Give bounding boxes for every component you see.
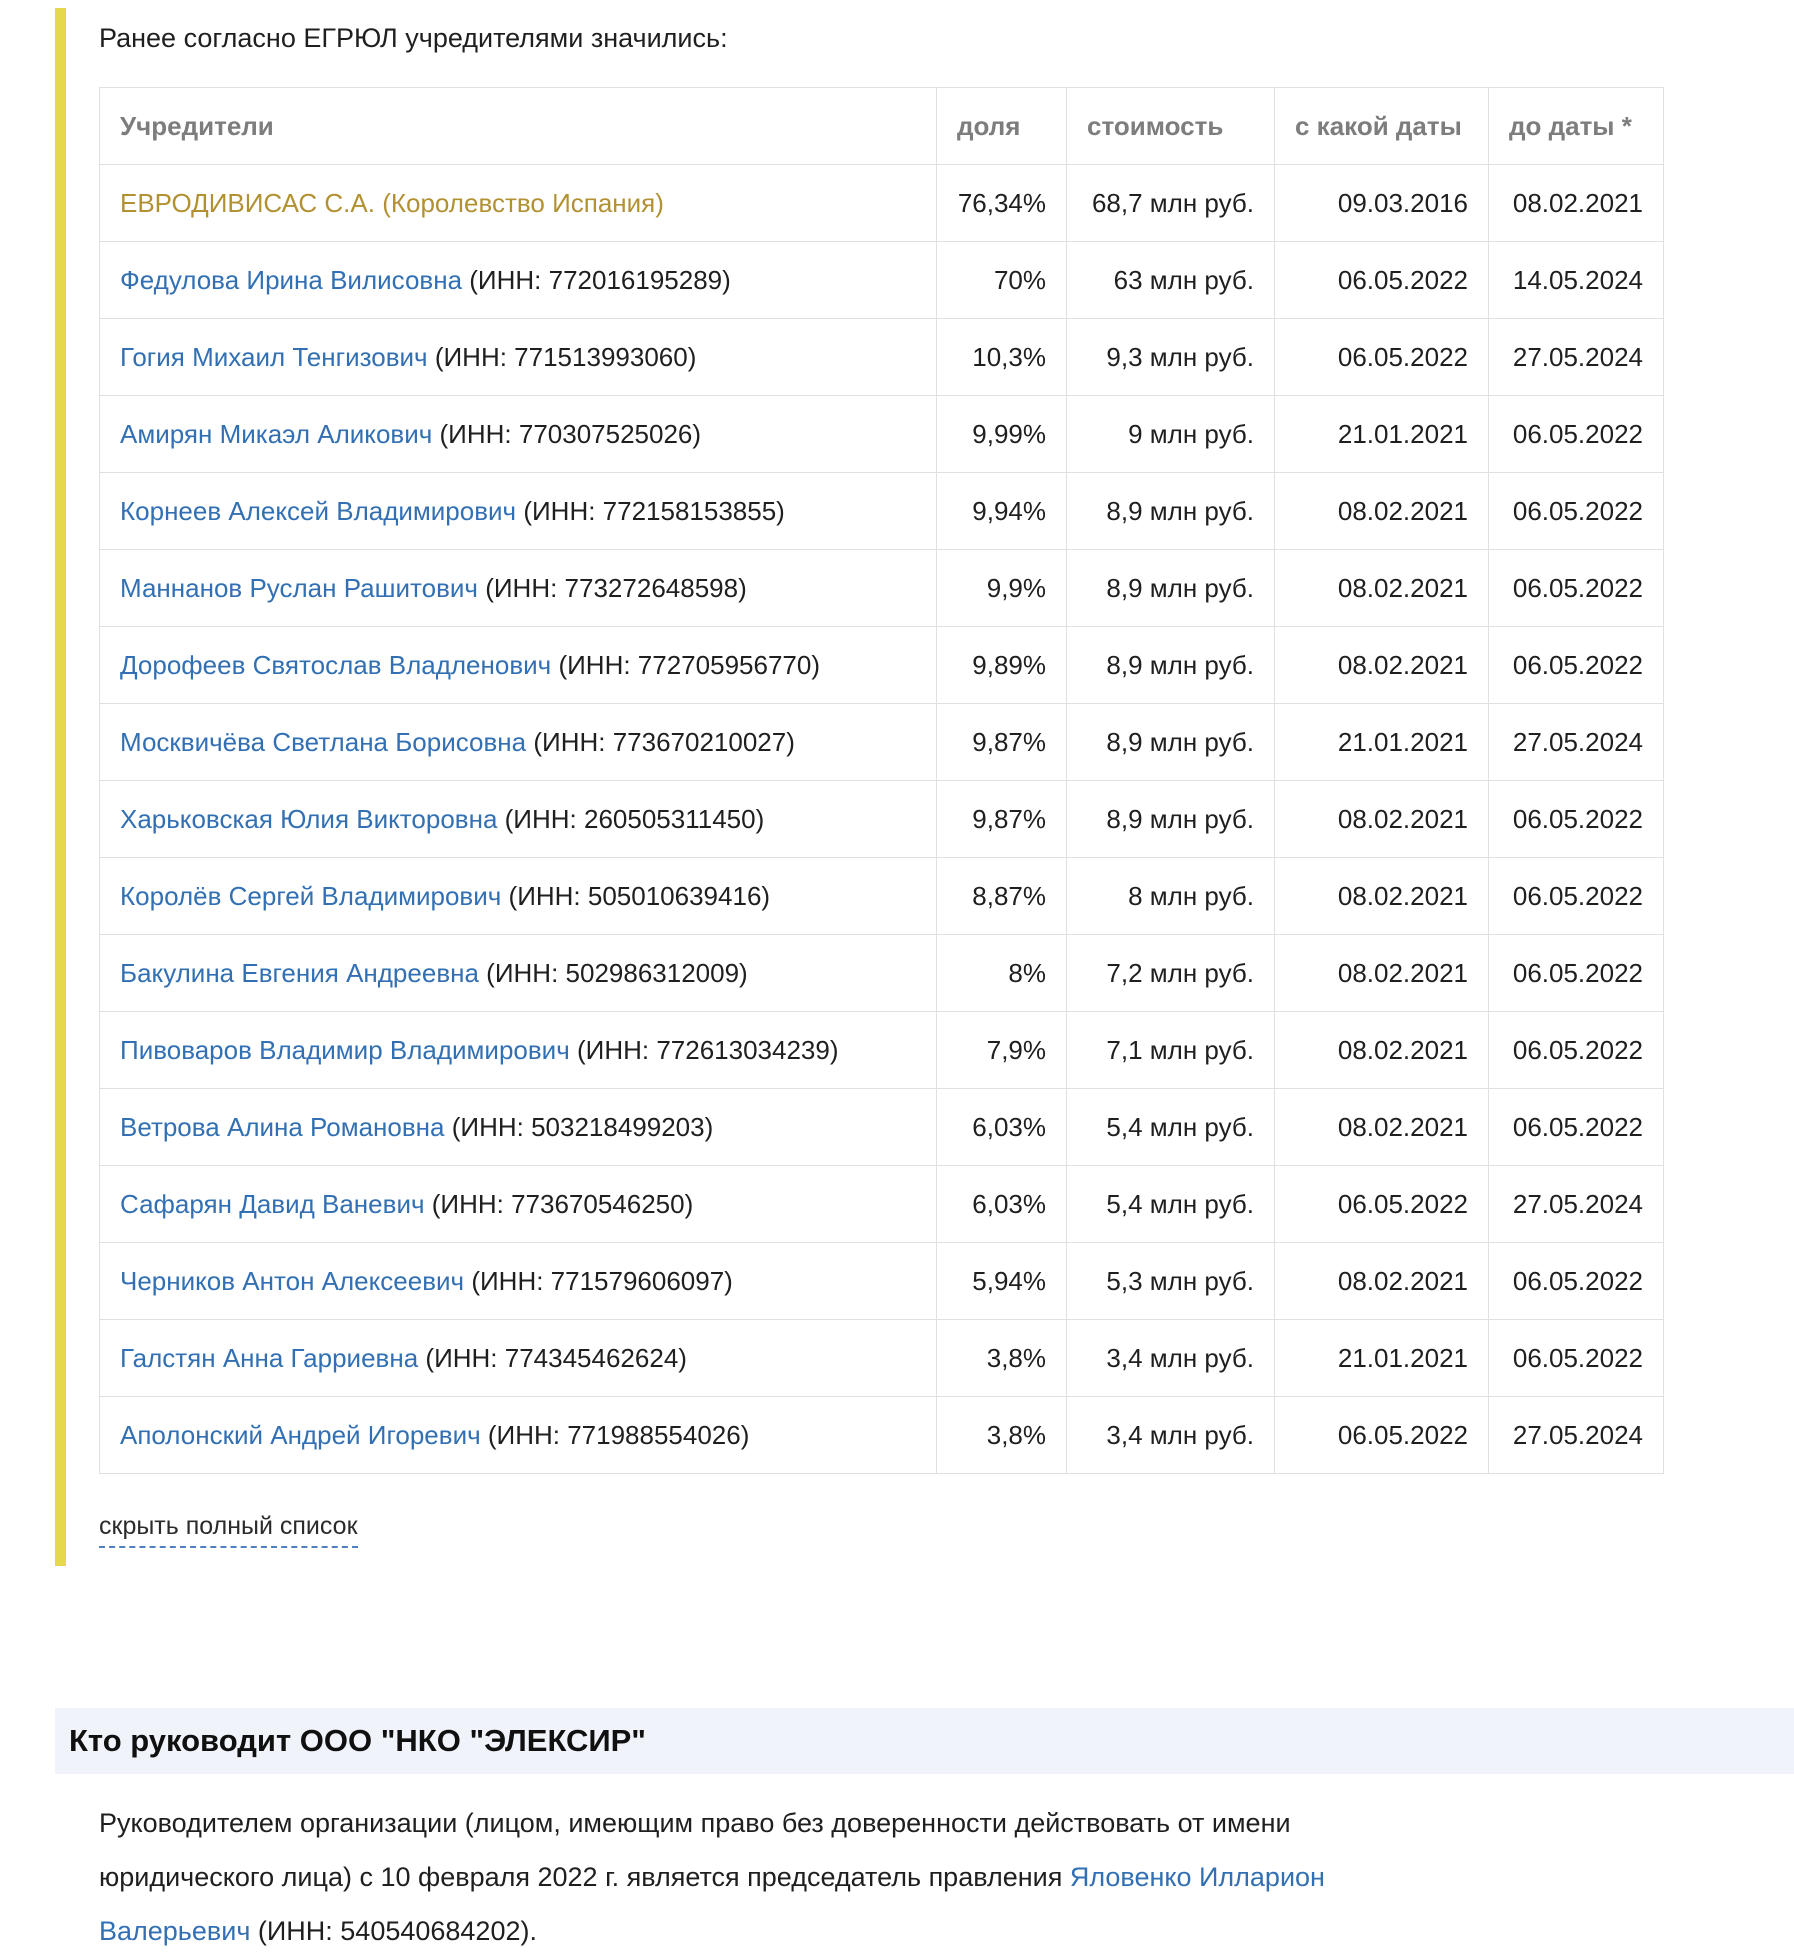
date-to-cell: 06.05.2022 (1489, 1089, 1664, 1166)
share-cell: 3,8% (937, 1397, 1067, 1474)
founder-name-cell (100, 319, 937, 396)
table-row (100, 1397, 1664, 1474)
table-row (100, 165, 1664, 242)
founder-name-cell (100, 781, 937, 858)
founder-link[interactable]: Гогия Михаил Тенгизович (120, 341, 428, 372)
founders-table (99, 87, 1664, 1474)
value-cell: 5,4 млн руб. (1067, 1089, 1275, 1166)
value-cell: 8,9 млн руб. (1067, 473, 1275, 550)
date-from-cell: 08.02.2021 (1275, 1089, 1489, 1166)
date-to-cell: 27.05.2024 (1489, 1166, 1664, 1243)
date-from-cell: 08.02.2021 (1275, 935, 1489, 1012)
date-from-cell: 06.05.2022 (1275, 319, 1489, 396)
founder-name-cell (100, 396, 937, 473)
column-header-share: доля (937, 88, 1067, 165)
value-cell: 9 млн руб. (1067, 396, 1275, 473)
founder-name-cell (100, 935, 937, 1012)
founder-inn: (ИНН: 505010639416) (501, 880, 771, 911)
intro-text: Ранее согласно ЕГРЮЛ учредителями значились: (99, 23, 728, 53)
share-cell: 8% (937, 935, 1067, 1012)
founder-inn: (ИНН: 503218499203) (444, 1111, 714, 1142)
founder-inn: (ИНН: 771513993060) (427, 341, 697, 372)
date-from-cell: 08.02.2021 (1275, 627, 1489, 704)
date-to-cell: 27.05.2024 (1489, 319, 1664, 396)
share-cell: 76,34% (937, 165, 1067, 242)
founders-section (55, 8, 1664, 1566)
share-cell: 3,8% (937, 1320, 1067, 1397)
founder-link[interactable]: Федулова Ирина Вилисовна (120, 264, 463, 295)
founder-link[interactable]: Королёв Сергей Владимирович (120, 880, 502, 911)
hide-link-wrap (99, 1512, 1664, 1566)
date-to-cell: 14.05.2024 (1489, 242, 1664, 319)
value-cell: 3,4 млн руб. (1067, 1397, 1275, 1474)
founder-name-cell (100, 1012, 937, 1089)
date-from-cell: 21.01.2021 (1275, 396, 1489, 473)
founder-inn: (ИНН: 774345462624) (418, 1342, 687, 1373)
founder-inn: (ИНН: 772613034239) (569, 1034, 839, 1065)
date-from-cell: 21.01.2021 (1275, 704, 1489, 781)
value-cell: 8,9 млн руб. (1067, 781, 1275, 858)
table-row (100, 704, 1664, 781)
value-cell: 68,7 млн руб. (1067, 165, 1275, 242)
founder-link[interactable]: Ветрова Алина Романовна (120, 1111, 445, 1142)
table-row (100, 550, 1664, 627)
table-row (100, 935, 1664, 1012)
value-cell: 9,3 млн руб. (1067, 319, 1275, 396)
founder-link[interactable]: Бакулина Евгения Андреевна (120, 957, 479, 988)
date-from-cell: 08.02.2021 (1275, 1012, 1489, 1089)
table-row (100, 242, 1664, 319)
founder-name-cell (100, 858, 937, 935)
share-cell: 9,89% (937, 627, 1067, 704)
hide-full-list-link[interactable]: скрыть полный список (99, 1512, 358, 1548)
table-row (100, 1243, 1664, 1320)
date-to-cell: 06.05.2022 (1489, 1320, 1664, 1397)
table-row (100, 473, 1664, 550)
value-cell: 3,4 млн руб. (1067, 1320, 1275, 1397)
table-row (100, 1320, 1664, 1397)
founder-inn: (ИНН: 772158153855) (516, 495, 785, 526)
founder-name-cell (100, 1089, 937, 1166)
date-to-cell: 06.05.2022 (1489, 1012, 1664, 1089)
founder-inn: (ИНН: 260505311450) (497, 803, 765, 834)
share-cell: 9,94% (937, 473, 1067, 550)
table-row (100, 396, 1664, 473)
date-from-cell: 08.02.2021 (1275, 781, 1489, 858)
table-row (100, 781, 1664, 858)
table-row (100, 858, 1664, 935)
founder-link[interactable]: Сафарян Давид Ваневич (120, 1188, 425, 1219)
founder-name-cell (100, 1243, 937, 1320)
date-to-cell: 06.05.2022 (1489, 1243, 1664, 1320)
date-to-cell: 06.05.2022 (1489, 550, 1664, 627)
founder-inn: (ИНН: 773272648598) (477, 572, 747, 603)
date-from-cell: 06.05.2022 (1275, 1397, 1489, 1474)
column-header-date-from: с какой даты (1275, 88, 1489, 165)
founder-link[interactable]: Черников Антон Алексеевич (120, 1265, 465, 1296)
date-from-cell: 06.05.2022 (1275, 242, 1489, 319)
date-to-cell: 06.05.2022 (1489, 627, 1664, 704)
leader-link[interactable]: Яловенко Илларион Валерьевич (99, 1862, 1325, 1946)
founder-name-cell (100, 473, 937, 550)
date-to-cell: 27.05.2024 (1489, 704, 1664, 781)
founder-name-cell (100, 704, 937, 781)
founder-inn: (ИНН: 772016195289) (462, 264, 731, 295)
table-header-row (100, 88, 1664, 165)
founder-name-cell (100, 165, 937, 242)
founder-link[interactable]: ЕВРОДИВИСАС С.А. (Королевство Испания) (120, 187, 664, 218)
date-to-cell: 06.05.2022 (1489, 935, 1664, 1012)
date-to-cell: 06.05.2022 (1489, 858, 1664, 935)
date-to-cell: 06.05.2022 (1489, 473, 1664, 550)
column-header-value: стоимость (1067, 88, 1275, 165)
founder-link[interactable]: Аполонский Андрей Игоревич (120, 1419, 481, 1450)
share-cell: 8,87% (937, 858, 1067, 935)
date-from-cell: 08.02.2021 (1275, 1243, 1489, 1320)
share-cell: 9,87% (937, 704, 1067, 781)
table-row (100, 627, 1664, 704)
leadership-paragraph-before: Руководителем организации (лицом, имеющим право без доверенности действовать от имени юридического лица) с 10 февраля 2022 г. является председатель правления (99, 1808, 1291, 1892)
founder-inn: (ИНН: 773670210027) (526, 726, 795, 757)
share-cell: 9,87% (937, 781, 1067, 858)
founder-link[interactable]: Харьковская Юлия Викторовна (120, 803, 498, 834)
date-to-cell: 06.05.2022 (1489, 781, 1664, 858)
value-cell: 8 млн руб. (1067, 858, 1275, 935)
leadership-paragraph-after: (ИНН: 540540684202). (250, 1916, 537, 1946)
value-cell: 8,9 млн руб. (1067, 704, 1275, 781)
value-cell: 5,3 млн руб. (1067, 1243, 1275, 1320)
founder-name-cell (100, 550, 937, 627)
share-cell: 6,03% (937, 1089, 1067, 1166)
founder-name-cell (100, 1397, 937, 1474)
founder-inn: (ИНН: 773670546250) (424, 1188, 694, 1219)
table-row (100, 1012, 1664, 1089)
leadership-paragraph (99, 1796, 1459, 1958)
founder-name-cell (100, 242, 937, 319)
founder-link[interactable]: Маннанов Руслан Рашитович (120, 572, 478, 603)
founder-inn: (ИНН: 502986312009) (478, 957, 748, 988)
founder-name-cell (100, 627, 937, 704)
founder-link[interactable]: Дорофеев Святослав Владленович (120, 649, 552, 680)
share-cell: 7,9% (937, 1012, 1067, 1089)
date-to-cell: 06.05.2022 (1489, 396, 1664, 473)
founder-inn: (ИНН: 771579606097) (464, 1265, 733, 1296)
date-to-cell: 08.02.2021 (1489, 165, 1664, 242)
table-row (100, 1166, 1664, 1243)
share-cell: 9,99% (937, 396, 1067, 473)
share-cell: 9,9% (937, 550, 1067, 627)
share-cell: 5,94% (937, 1243, 1067, 1320)
table-row (100, 1089, 1664, 1166)
founder-link[interactable]: Пивоваров Владимир Владимирович (120, 1034, 570, 1065)
value-cell: 8,9 млн руб. (1067, 550, 1275, 627)
founder-link[interactable]: Галстян Анна Гарриевна (120, 1342, 419, 1373)
founder-link[interactable]: Амирян Микаэл Аликович (120, 418, 433, 449)
date-from-cell: 08.02.2021 (1275, 550, 1489, 627)
founder-name-cell (100, 1320, 937, 1397)
share-cell: 70% (937, 242, 1067, 319)
value-cell: 8,9 млн руб. (1067, 627, 1275, 704)
founder-inn: (ИНН: 772705956770) (551, 649, 820, 680)
date-from-cell: 08.02.2021 (1275, 858, 1489, 935)
value-cell: 5,4 млн руб. (1067, 1166, 1275, 1243)
date-from-cell: 21.01.2021 (1275, 1320, 1489, 1397)
founder-link[interactable]: Корнеев Алексей Владимирович (120, 495, 517, 526)
date-from-cell: 08.02.2021 (1275, 473, 1489, 550)
date-from-cell: 06.05.2022 (1275, 1166, 1489, 1243)
value-cell: 63 млн руб. (1067, 242, 1275, 319)
share-cell: 10,3% (937, 319, 1067, 396)
date-from-cell: 09.03.2016 (1275, 165, 1489, 242)
leadership-heading-band (55, 1708, 1794, 1774)
share-cell: 6,03% (937, 1166, 1067, 1243)
table-row (100, 319, 1664, 396)
value-cell: 7,1 млн руб. (1067, 1012, 1275, 1089)
founder-inn: (ИНН: 770307525026) (432, 418, 702, 449)
founder-name-cell (100, 1166, 937, 1243)
column-header-date-to: до даты * (1489, 88, 1664, 165)
column-header-founders: Учредители (100, 88, 937, 165)
founder-link[interactable]: Москвичёва Светлана Борисовна (120, 726, 527, 757)
date-to-cell: 27.05.2024 (1489, 1397, 1664, 1474)
leadership-heading: Кто руководит ООО "НКО "ЭЛЕКСИР" (69, 1723, 646, 1758)
value-cell: 7,2 млн руб. (1067, 935, 1275, 1012)
founder-inn: (ИНН: 771988554026) (480, 1419, 750, 1450)
